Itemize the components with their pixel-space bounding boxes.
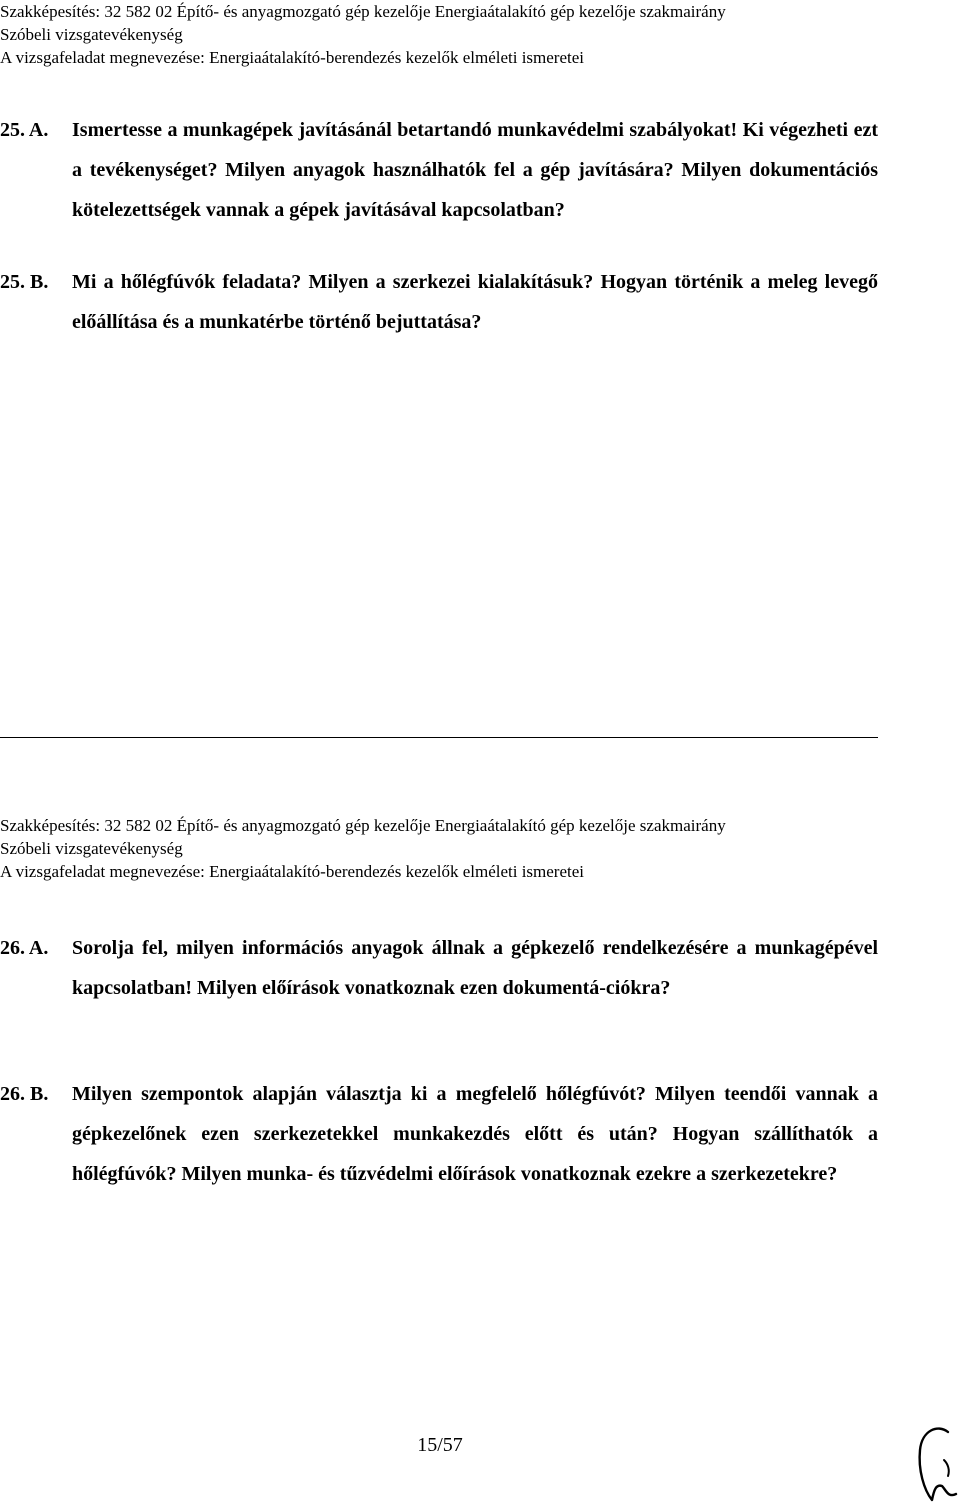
header-task-name: A vizsgafeladat megnevezése: Energiaátalakító-berendezés kezelők elméleti ismeretei	[0, 862, 585, 881]
question-text: Milyen szempontok alapján választja ki a megfelelő hőlégfúvót? Milyen teendői vannak a gépkezelőnek ezen szerkezetekkel munkakezdés előtt és után? Hogyan szállíthatók a hőlégfúvók? Milyen munka- és tűzvédelmi előírások vonatkoznak ezekre a szerkezetekre?	[72, 1083, 878, 1185]
header-exam-type: Szóbeli vizsgatevékenység	[0, 839, 183, 858]
header-qualification: Szakképesítés: 32 582 02 Építő- és anyagmozgató gép kezelője Energiaátalakító gép kezelője szakmairány	[0, 816, 726, 835]
signature-mark	[908, 1420, 960, 1506]
question-label: 25. B.	[0, 271, 49, 293]
section-divider	[0, 737, 878, 738]
question-text: Sorolja fel, milyen információs anyagok állnak a gépkezelő rendelkezésére a munkagépével kapcsolatban! Milyen előírások vonatkoznak ezen dokumentá-ciókra?	[72, 937, 878, 999]
question-26b	[0, 1074, 878, 1194]
question-label: 25. A.	[0, 119, 49, 141]
question-25b	[0, 262, 878, 342]
header-exam-type: Szóbeli vizsgatevékenység	[0, 25, 183, 44]
header-task-name: A vizsgafeladat megnevezése: Energiaátalakító-berendezés kezelők elméleti ismeretei	[0, 48, 585, 67]
question-label: 26. B.	[0, 1083, 49, 1105]
question-label: 26. A.	[0, 937, 49, 959]
question-text: Ismertesse a munkagépek javításánál betartandó munkavédelmi szabályokat! Ki végezheti ezt a tevékenységet? Milyen anyagok használhatók fel a gép javítására? Milyen dokumentációs kötelezettségek vannak a gépek javításával kapcsolatban?	[72, 119, 878, 221]
section-header	[0, 814, 900, 883]
question-26a	[0, 928, 878, 1008]
header-qualification: Szakképesítés: 32 582 02 Építő- és anyagmozgató gép kezelője Energiaátalakító gép kezelője szakmairány	[0, 2, 726, 21]
page-number: 15/57	[417, 1434, 463, 1456]
page-header	[0, 0, 900, 69]
question-25a	[0, 110, 878, 230]
question-text: Mi a hőlégfúvók feladata? Milyen a szerkezei kialakításuk? Hogyan történik a meleg levegő előállítása és a munkatérbe történő bejuttatása?	[72, 271, 878, 333]
